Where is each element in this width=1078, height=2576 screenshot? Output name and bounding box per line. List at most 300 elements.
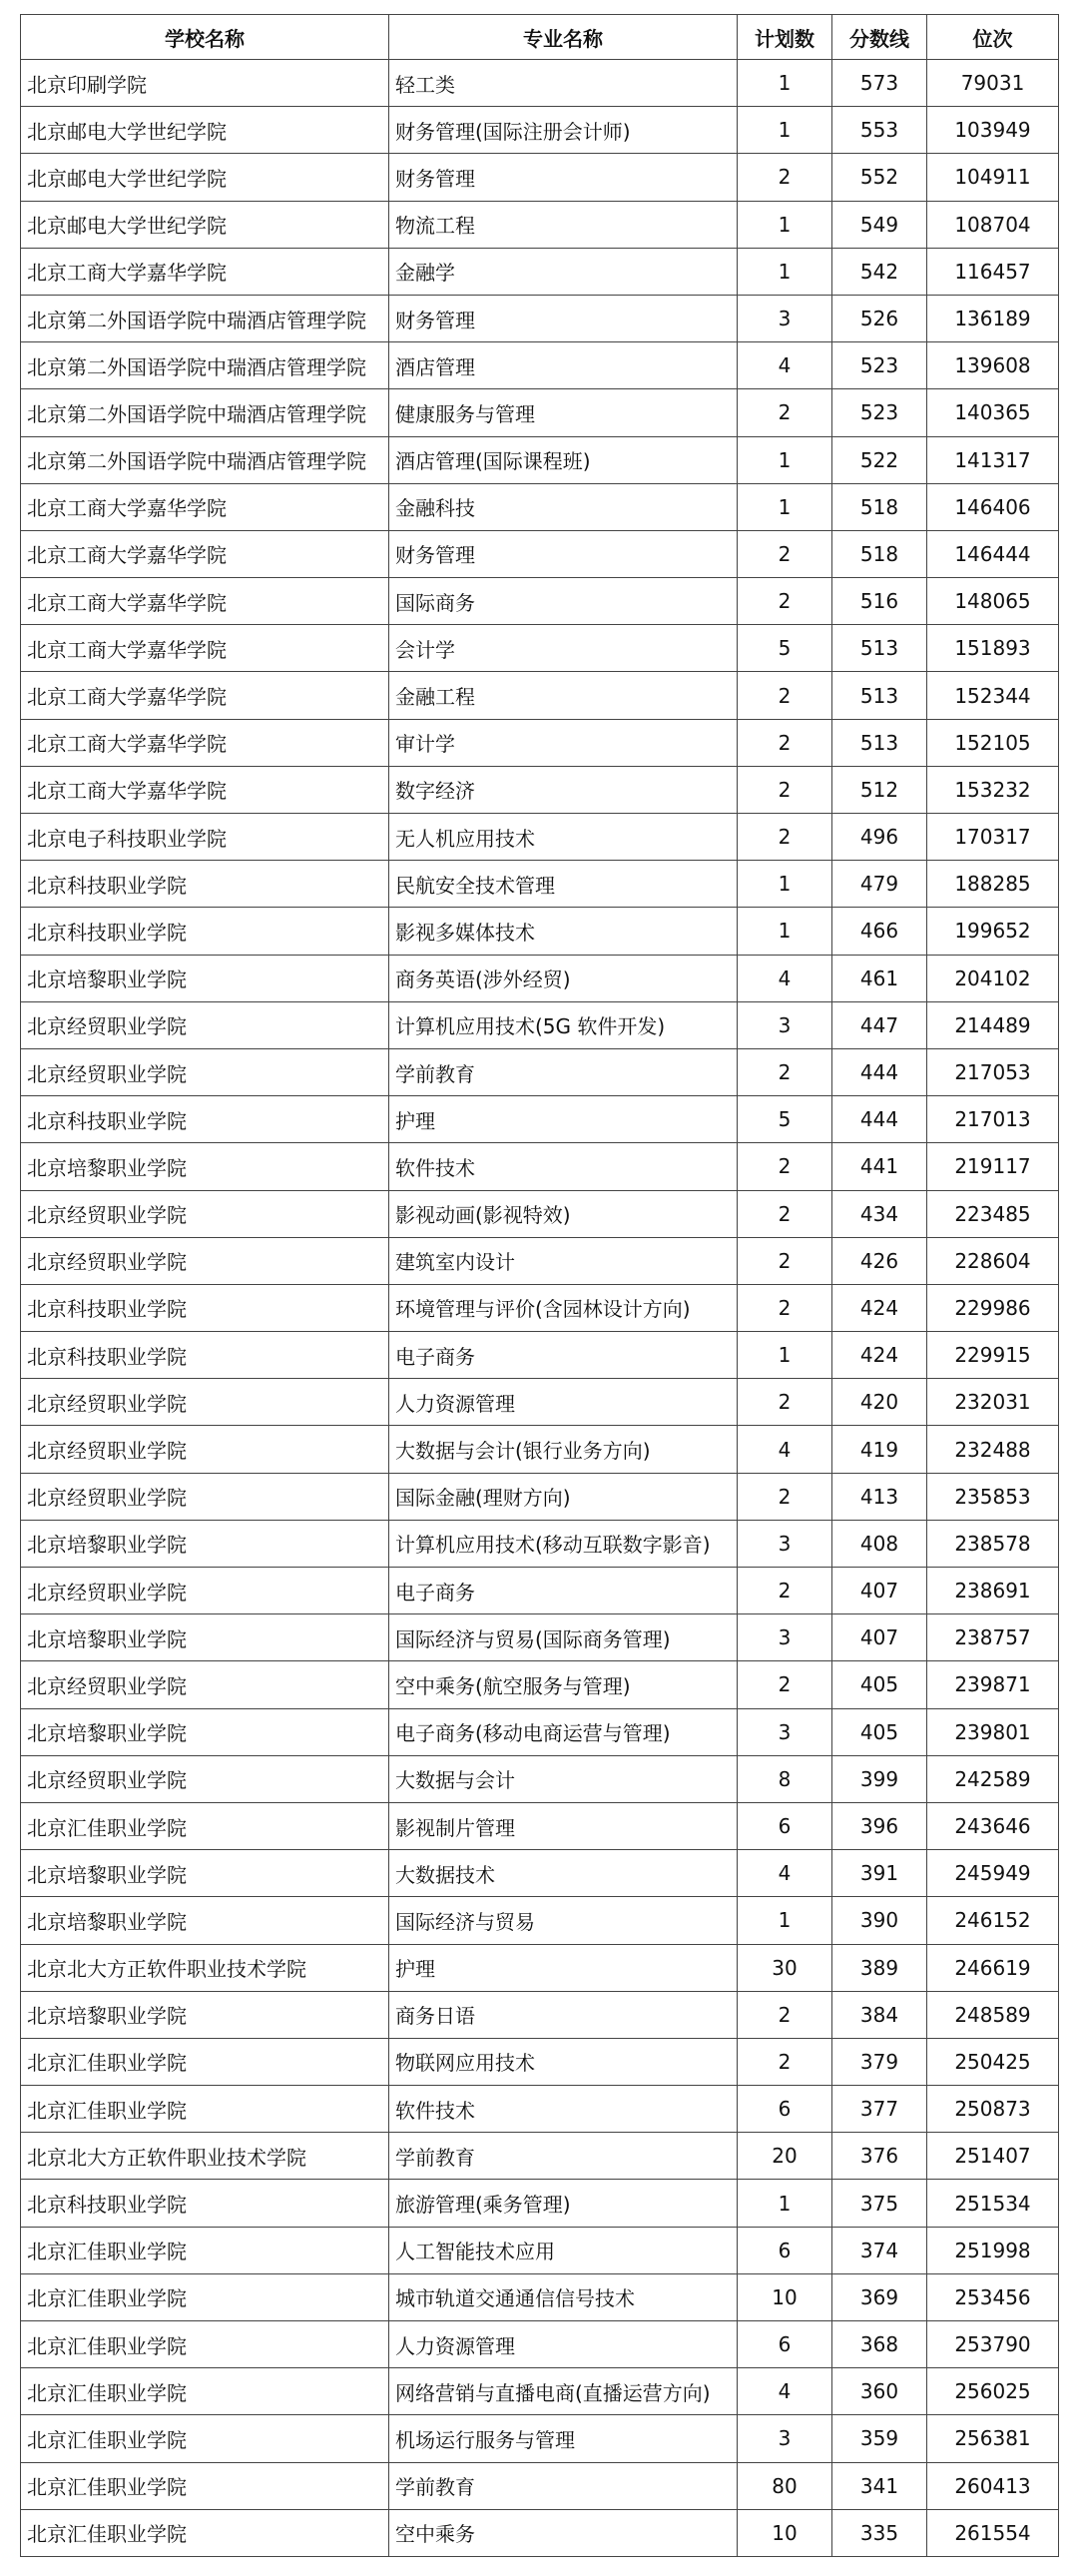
score-line-cell: 513: [832, 625, 927, 672]
school-name-cell: 北京科技职业学院: [21, 1096, 389, 1143]
school-name-cell: 北京工商大学嘉华学院: [21, 625, 389, 672]
table-row: [21, 2086, 1059, 2133]
major-name-cell: 国际商务: [389, 578, 738, 625]
school-name-cell: 北京工商大学嘉华学院: [21, 248, 389, 295]
school-name-cell: 北京工商大学嘉华学院: [21, 766, 389, 813]
plan-count-cell: 80: [738, 2462, 832, 2509]
major-name-cell: 审计学: [389, 719, 738, 766]
rank-cell: 242589: [927, 1755, 1059, 1802]
table-row: [21, 154, 1059, 201]
table-row: [21, 1708, 1059, 1755]
major-name-cell: 旅游管理(乘务管理): [389, 2180, 738, 2227]
plan-count-cell: 2: [738, 1661, 832, 1708]
score-line-cell: 513: [832, 719, 927, 766]
plan-count-cell: 1: [738, 248, 832, 295]
major-name-cell: 人力资源管理: [389, 1379, 738, 1426]
plan-count-cell: 2: [738, 1237, 832, 1284]
table-row: [21, 578, 1059, 625]
school-name-cell: 北京汇佳职业学院: [21, 2227, 389, 2273]
score-line-cell: 341: [832, 2462, 927, 2509]
rank-cell: 108704: [927, 201, 1059, 248]
major-name-cell: 影视制片管理: [389, 1802, 738, 1849]
rank-cell: 214489: [927, 1001, 1059, 1048]
plan-count-cell: 6: [738, 2321, 832, 2368]
school-name-cell: 北京经贸职业学院: [21, 1001, 389, 1048]
major-name-cell: 计算机应用技术(5G 软件开发): [389, 1001, 738, 1048]
table-row: [21, 814, 1059, 861]
score-line-cell: 496: [832, 814, 927, 861]
major-name-cell: 国际经济与贸易(国际商务管理): [389, 1614, 738, 1661]
major-name-cell: 空中乘务: [389, 2509, 738, 2556]
plan-count-cell: 4: [738, 1426, 832, 1473]
rank-cell: 238578: [927, 1520, 1059, 1567]
table-row: [21, 1284, 1059, 1331]
major-name-cell: 金融科技: [389, 483, 738, 530]
rank-cell: 256381: [927, 2415, 1059, 2462]
rank-cell: 146444: [927, 530, 1059, 577]
rank-cell: 153232: [927, 766, 1059, 813]
school-name-cell: 北京工商大学嘉华学院: [21, 530, 389, 577]
major-name-cell: 空中乘务(航空服务与管理): [389, 1661, 738, 1708]
score-line-cell: 390: [832, 1897, 927, 1944]
score-line-cell: 391: [832, 1850, 927, 1897]
score-line-cell: 513: [832, 672, 927, 719]
plan-count-cell: 1: [738, 908, 832, 955]
score-line-cell: 369: [832, 2273, 927, 2320]
plan-count-cell: 5: [738, 1096, 832, 1143]
school-name-cell: 北京科技职业学院: [21, 1332, 389, 1379]
major-name-cell: 学前教育: [389, 2133, 738, 2180]
table-row: [21, 2273, 1059, 2320]
plan-count-cell: 3: [738, 2415, 832, 2462]
table-row: [21, 908, 1059, 955]
rank-cell: 243646: [927, 1802, 1059, 1849]
major-name-cell: 环境管理与评价(含园林设计方向): [389, 1284, 738, 1331]
score-line-cell: 512: [832, 766, 927, 813]
major-name-cell: 影视动画(影视特效): [389, 1190, 738, 1237]
plan-count-cell: 2: [738, 1473, 832, 1520]
school-name-cell: 北京第二外国语学院中瑞酒店管理学院: [21, 389, 389, 436]
school-name-cell: 北京汇佳职业学院: [21, 2509, 389, 2556]
table-row: [21, 1096, 1059, 1143]
rank-cell: 103949: [927, 107, 1059, 154]
school-name-cell: 北京工商大学嘉华学院: [21, 578, 389, 625]
major-name-cell: 轻工类: [389, 60, 738, 107]
rank-cell: 253456: [927, 2273, 1059, 2320]
major-name-cell: 人工智能技术应用: [389, 2227, 738, 2273]
rank-cell: 229915: [927, 1332, 1059, 1379]
school-name-cell: 北京邮电大学世纪学院: [21, 154, 389, 201]
school-name-cell: 北京邮电大学世纪学院: [21, 201, 389, 248]
major-name-cell: 财务管理: [389, 295, 738, 341]
plan-count-cell: 3: [738, 295, 832, 341]
major-name-cell: 电子商务: [389, 1568, 738, 1614]
score-line-cell: 461: [832, 955, 927, 1001]
table-row: [21, 1568, 1059, 1614]
plan-count-cell: 2: [738, 814, 832, 861]
rank-cell: 217053: [927, 1048, 1059, 1095]
school-name-cell: 北京汇佳职业学院: [21, 2038, 389, 2085]
table-row: [21, 2415, 1059, 2462]
score-line-cell: 573: [832, 60, 927, 107]
table-row: [21, 389, 1059, 436]
school-name-cell: 北京经贸职业学院: [21, 1661, 389, 1708]
rank-cell: 248589: [927, 1991, 1059, 2038]
plan-count-cell: 30: [738, 1944, 832, 1991]
school-name-cell: 北京培黎职业学院: [21, 955, 389, 1001]
score-line-cell: 384: [832, 1991, 927, 2038]
plan-count-cell: 2: [738, 1379, 832, 1426]
admission-table: [20, 14, 1059, 2557]
plan-count-cell: 2: [738, 1568, 832, 1614]
major-name-cell: 护理: [389, 1944, 738, 1991]
major-name-cell: 酒店管理(国际课程班): [389, 436, 738, 483]
rank-cell: 199652: [927, 908, 1059, 955]
major-name-cell: 电子商务: [389, 1332, 738, 1379]
rank-cell: 256025: [927, 2368, 1059, 2415]
plan-count-cell: 1: [738, 861, 832, 908]
rank-cell: 253790: [927, 2321, 1059, 2368]
table-row: [21, 530, 1059, 577]
score-line-cell: 396: [832, 1802, 927, 1849]
score-line-cell: 419: [832, 1426, 927, 1473]
major-name-cell: 物流工程: [389, 201, 738, 248]
table-header-row: [21, 15, 1059, 60]
table-row: [21, 1379, 1059, 1426]
plan-count-cell: 4: [738, 955, 832, 1001]
plan-count-cell: 2: [738, 578, 832, 625]
plan-count-cell: 1: [738, 2180, 832, 2227]
school-name-cell: 北京经贸职业学院: [21, 1568, 389, 1614]
rank-cell: 246152: [927, 1897, 1059, 1944]
table-row: [21, 248, 1059, 295]
rank-cell: 140365: [927, 389, 1059, 436]
score-line-cell: 407: [832, 1614, 927, 1661]
plan-count-cell: 4: [738, 342, 832, 389]
school-name-cell: 北京经贸职业学院: [21, 1755, 389, 1802]
school-name-cell: 北京第二外国语学院中瑞酒店管理学院: [21, 295, 389, 341]
major-name-cell: 学前教育: [389, 2462, 738, 2509]
score-line-cell: 424: [832, 1332, 927, 1379]
table-row: [21, 2509, 1059, 2556]
major-name-cell: 国际金融(理财方向): [389, 1473, 738, 1520]
table-row: [21, 1426, 1059, 1473]
school-name-cell: 北京经贸职业学院: [21, 1048, 389, 1095]
header-school-name: 学校名称: [21, 15, 389, 60]
rank-cell: 260413: [927, 2462, 1059, 2509]
score-line-cell: 434: [832, 1190, 927, 1237]
school-name-cell: 北京科技职业学院: [21, 861, 389, 908]
major-name-cell: 城市轨道交通通信信号技术: [389, 2273, 738, 2320]
plan-count-cell: 3: [738, 1708, 832, 1755]
score-line-cell: 526: [832, 295, 927, 341]
table-row: [21, 955, 1059, 1001]
table-row: [21, 483, 1059, 530]
rank-cell: 217013: [927, 1096, 1059, 1143]
table-body: [21, 60, 1059, 2557]
rank-cell: 136189: [927, 295, 1059, 341]
score-line-cell: 518: [832, 483, 927, 530]
table-row: [21, 60, 1059, 107]
table-row: [21, 1473, 1059, 1520]
school-name-cell: 北京经贸职业学院: [21, 1473, 389, 1520]
table-row: [21, 295, 1059, 341]
major-name-cell: 机场运行服务与管理: [389, 2415, 738, 2462]
plan-count-cell: 1: [738, 483, 832, 530]
table-row: [21, 2133, 1059, 2180]
table-row: [21, 1237, 1059, 1284]
table-row: [21, 1850, 1059, 1897]
score-line-cell: 441: [832, 1143, 927, 1190]
plan-count-cell: 1: [738, 436, 832, 483]
plan-count-cell: 2: [738, 1991, 832, 2038]
school-name-cell: 北京培黎职业学院: [21, 1850, 389, 1897]
table-row: [21, 342, 1059, 389]
table-row: [21, 107, 1059, 154]
rank-cell: 170317: [927, 814, 1059, 861]
table-row: [21, 2462, 1059, 2509]
school-name-cell: 北京工商大学嘉华学院: [21, 672, 389, 719]
major-name-cell: 物联网应用技术: [389, 2038, 738, 2085]
score-line-cell: 405: [832, 1661, 927, 1708]
header-plan-count: 计划数: [738, 15, 832, 60]
table-row: [21, 1802, 1059, 1849]
major-name-cell: 影视多媒体技术: [389, 908, 738, 955]
plan-count-cell: 4: [738, 1850, 832, 1897]
table-row: [21, 201, 1059, 248]
rank-cell: 229986: [927, 1284, 1059, 1331]
score-line-cell: 374: [832, 2227, 927, 2273]
score-line-cell: 405: [832, 1708, 927, 1755]
school-name-cell: 北京培黎职业学院: [21, 1991, 389, 2038]
major-name-cell: 数字经济: [389, 766, 738, 813]
table-row: [21, 719, 1059, 766]
table-row: [21, 2180, 1059, 2227]
plan-count-cell: 20: [738, 2133, 832, 2180]
rank-cell: 151893: [927, 625, 1059, 672]
major-name-cell: 网络营销与直播电商(直播运营方向): [389, 2368, 738, 2415]
table-row: [21, 2368, 1059, 2415]
rank-cell: 223485: [927, 1190, 1059, 1237]
school-name-cell: 北京印刷学院: [21, 60, 389, 107]
plan-count-cell: 3: [738, 1614, 832, 1661]
plan-count-cell: 3: [738, 1001, 832, 1048]
school-name-cell: 北京汇佳职业学院: [21, 2462, 389, 2509]
score-line-cell: 549: [832, 201, 927, 248]
plan-count-cell: 2: [738, 719, 832, 766]
score-line-cell: 368: [832, 2321, 927, 2368]
plan-count-cell: 2: [738, 2038, 832, 2085]
school-name-cell: 北京经贸职业学院: [21, 1190, 389, 1237]
school-name-cell: 北京科技职业学院: [21, 2180, 389, 2227]
rank-cell: 239801: [927, 1708, 1059, 1755]
rank-cell: 232488: [927, 1426, 1059, 1473]
school-name-cell: 北京汇佳职业学院: [21, 2368, 389, 2415]
major-name-cell: 大数据与会计: [389, 1755, 738, 1802]
major-name-cell: 学前教育: [389, 1048, 738, 1095]
table-row: [21, 1661, 1059, 1708]
score-line-cell: 518: [832, 530, 927, 577]
table-row: [21, 1944, 1059, 1991]
score-line-cell: 542: [832, 248, 927, 295]
school-name-cell: 北京科技职业学院: [21, 1284, 389, 1331]
rank-cell: 141317: [927, 436, 1059, 483]
school-name-cell: 北京培黎职业学院: [21, 1520, 389, 1567]
table-row: [21, 1332, 1059, 1379]
plan-count-cell: 10: [738, 2509, 832, 2556]
major-name-cell: 民航安全技术管理: [389, 861, 738, 908]
plan-count-cell: 6: [738, 1802, 832, 1849]
score-line-cell: 407: [832, 1568, 927, 1614]
major-name-cell: 财务管理: [389, 154, 738, 201]
school-name-cell: 北京汇佳职业学院: [21, 2086, 389, 2133]
school-name-cell: 北京汇佳职业学院: [21, 2415, 389, 2462]
plan-count-cell: 2: [738, 530, 832, 577]
school-name-cell: 北京汇佳职业学院: [21, 2273, 389, 2320]
plan-count-cell: 2: [738, 1190, 832, 1237]
rank-cell: 219117: [927, 1143, 1059, 1190]
admission-table-container: [20, 14, 1058, 2557]
header-major-name: 专业名称: [389, 15, 738, 60]
school-name-cell: 北京经贸职业学院: [21, 1379, 389, 1426]
plan-count-cell: 2: [738, 1143, 832, 1190]
table-row: [21, 1001, 1059, 1048]
school-name-cell: 北京培黎职业学院: [21, 1143, 389, 1190]
plan-count-cell: 1: [738, 201, 832, 248]
table-row: [21, 2321, 1059, 2368]
plan-count-cell: 2: [738, 672, 832, 719]
table-row: [21, 1048, 1059, 1095]
score-line-cell: 552: [832, 154, 927, 201]
major-name-cell: 商务日语: [389, 1991, 738, 2038]
rank-cell: 251998: [927, 2227, 1059, 2273]
score-line-cell: 479: [832, 861, 927, 908]
school-name-cell: 北京电子科技职业学院: [21, 814, 389, 861]
major-name-cell: 护理: [389, 1096, 738, 1143]
table-row: [21, 1143, 1059, 1190]
plan-count-cell: 6: [738, 2086, 832, 2133]
plan-count-cell: 1: [738, 1897, 832, 1944]
school-name-cell: 北京经贸职业学院: [21, 1426, 389, 1473]
rank-cell: 146406: [927, 483, 1059, 530]
major-name-cell: 会计学: [389, 625, 738, 672]
table-row: [21, 2227, 1059, 2273]
rank-cell: 152105: [927, 719, 1059, 766]
score-line-cell: 444: [832, 1096, 927, 1143]
score-line-cell: 335: [832, 2509, 927, 2556]
plan-count-cell: 8: [738, 1755, 832, 1802]
table-row: [21, 672, 1059, 719]
rank-cell: 238757: [927, 1614, 1059, 1661]
plan-count-cell: 2: [738, 389, 832, 436]
rank-cell: 238691: [927, 1568, 1059, 1614]
score-line-cell: 420: [832, 1379, 927, 1426]
major-name-cell: 金融学: [389, 248, 738, 295]
score-line-cell: 444: [832, 1048, 927, 1095]
plan-count-cell: 2: [738, 154, 832, 201]
plan-count-cell: 3: [738, 1520, 832, 1567]
score-line-cell: 523: [832, 342, 927, 389]
major-name-cell: 健康服务与管理: [389, 389, 738, 436]
major-name-cell: 国际经济与贸易: [389, 1897, 738, 1944]
rank-cell: 232031: [927, 1379, 1059, 1426]
major-name-cell: 电子商务(移动电商运营与管理): [389, 1708, 738, 1755]
score-line-cell: 426: [832, 1237, 927, 1284]
rank-cell: 246619: [927, 1944, 1059, 1991]
major-name-cell: 软件技术: [389, 2086, 738, 2133]
major-name-cell: 大数据技术: [389, 1850, 738, 1897]
score-line-cell: 376: [832, 2133, 927, 2180]
rank-cell: 188285: [927, 861, 1059, 908]
header-score-line: 分数线: [832, 15, 927, 60]
school-name-cell: 北京工商大学嘉华学院: [21, 483, 389, 530]
school-name-cell: 北京第二外国语学院中瑞酒店管理学院: [21, 342, 389, 389]
major-name-cell: 财务管理(国际注册会计师): [389, 107, 738, 154]
major-name-cell: 人力资源管理: [389, 2321, 738, 2368]
rank-cell: 250873: [927, 2086, 1059, 2133]
major-name-cell: 酒店管理: [389, 342, 738, 389]
rank-cell: 245949: [927, 1850, 1059, 1897]
school-name-cell: 北京工商大学嘉华学院: [21, 719, 389, 766]
school-name-cell: 北京培黎职业学院: [21, 1708, 389, 1755]
major-name-cell: 商务英语(涉外经贸): [389, 955, 738, 1001]
table-row: [21, 1520, 1059, 1567]
table-row: [21, 625, 1059, 672]
rank-cell: 79031: [927, 60, 1059, 107]
rank-cell: 239871: [927, 1661, 1059, 1708]
school-name-cell: 北京邮电大学世纪学院: [21, 107, 389, 154]
table-row: [21, 1190, 1059, 1237]
score-line-cell: 377: [832, 2086, 927, 2133]
score-line-cell: 399: [832, 1755, 927, 1802]
major-name-cell: 软件技术: [389, 1143, 738, 1190]
school-name-cell: 北京北大方正软件职业技术学院: [21, 1944, 389, 1991]
school-name-cell: 北京经贸职业学院: [21, 1237, 389, 1284]
plan-count-cell: 2: [738, 766, 832, 813]
table-row: [21, 1991, 1059, 2038]
major-name-cell: 财务管理: [389, 530, 738, 577]
score-line-cell: 360: [832, 2368, 927, 2415]
plan-count-cell: 4: [738, 2368, 832, 2415]
score-line-cell: 389: [832, 1944, 927, 1991]
score-line-cell: 516: [832, 578, 927, 625]
score-line-cell: 466: [832, 908, 927, 955]
rank-cell: 251407: [927, 2133, 1059, 2180]
major-name-cell: 建筑室内设计: [389, 1237, 738, 1284]
score-line-cell: 523: [832, 389, 927, 436]
rank-cell: 235853: [927, 1473, 1059, 1520]
school-name-cell: 北京汇佳职业学院: [21, 2321, 389, 2368]
score-line-cell: 375: [832, 2180, 927, 2227]
rank-cell: 116457: [927, 248, 1059, 295]
school-name-cell: 北京培黎职业学院: [21, 1897, 389, 1944]
score-line-cell: 424: [832, 1284, 927, 1331]
plan-count-cell: 2: [738, 1048, 832, 1095]
school-name-cell: 北京北大方正软件职业技术学院: [21, 2133, 389, 2180]
school-name-cell: 北京汇佳职业学院: [21, 1802, 389, 1849]
plan-count-cell: 1: [738, 107, 832, 154]
rank-cell: 152344: [927, 672, 1059, 719]
table-row: [21, 1614, 1059, 1661]
rank-cell: 204102: [927, 955, 1059, 1001]
school-name-cell: 北京培黎职业学院: [21, 1614, 389, 1661]
table-row: [21, 1755, 1059, 1802]
table-row: [21, 436, 1059, 483]
table-row: [21, 861, 1059, 908]
major-name-cell: 计算机应用技术(移动互联数字影音): [389, 1520, 738, 1567]
rank-cell: 251534: [927, 2180, 1059, 2227]
rank-cell: 104911: [927, 154, 1059, 201]
